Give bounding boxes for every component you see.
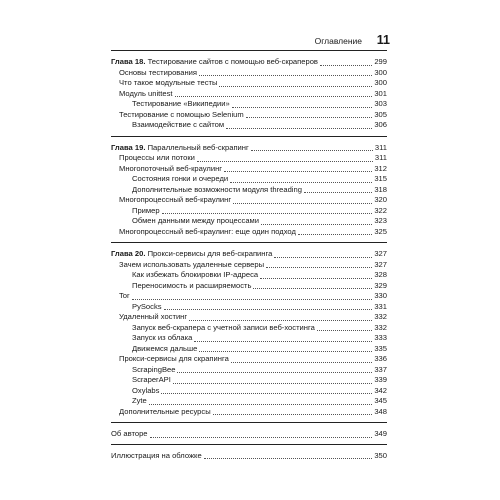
toc-entry-text: Процессы или потоки [119,153,195,162]
toc-entry-title [111,429,148,440]
toc-entry[interactable] [111,451,387,462]
toc-page-number: 303 [374,99,387,108]
toc-page-number: 318 [374,184,387,194]
toc-entry[interactable] [111,354,387,365]
toc-entry[interactable] [111,89,387,100]
toc-entry-text: Удаленный хостинг [119,312,188,321]
dot-leader [213,414,373,415]
toc-entry[interactable] [111,78,387,89]
toc-entry-text: Взаимодействие с сайтом [132,120,225,129]
toc-entry-text: Запуск из облака [132,333,193,342]
toc-entry[interactable] [111,375,387,386]
toc-entry[interactable] [111,333,387,344]
dot-leader [161,393,372,394]
toc-entry-title [111,143,249,154]
toc-page-number: 332 [374,322,387,332]
running-head-title: Оглавление [314,36,362,46]
dot-leader [304,192,372,193]
dot-leader [164,309,373,310]
toc-entry-text: ScrapingBee [132,364,176,374]
toc-entry-text: Многопоточный веб-краулинг [119,163,223,173]
section-divider [111,242,387,243]
toc-entry-title [111,451,202,462]
toc-entry[interactable] [111,227,387,238]
toc-page-number: 330 [374,291,387,300]
toc-page-number: 300 [374,67,387,77]
toc-entry-title [132,375,171,386]
chapter-label: Глава 19. [111,142,146,152]
dot-leader [199,75,372,76]
toc-entry[interactable] [111,120,387,131]
toc-entry-title [119,78,217,89]
toc-entry-text: Как избежать блокировки IP-адреса [132,270,259,279]
dot-leader [197,161,373,162]
toc-page-number: 325 [374,226,387,236]
dot-leader [231,362,373,363]
toc-entry[interactable] [111,195,387,206]
dot-leader [204,458,373,459]
dot-leader [320,65,372,66]
toc-entry[interactable] [111,206,387,217]
toc-entry[interactable] [111,312,387,323]
toc-entry-title [132,120,224,131]
toc-entry-text: Основы тестирования [119,67,198,77]
dot-leader [298,234,372,235]
toc-entry-text: Тестирование сайтов с помощью веб-скраперов [147,57,318,66]
toc-page-number: 327 [374,259,387,269]
toc-entry-text: PySocks [132,301,162,311]
dot-leader [162,213,373,214]
toc-entry-title [111,57,318,68]
toc-entry[interactable] [111,99,387,110]
toc-entry-title [132,281,251,292]
toc-entry[interactable] [111,260,387,271]
toc-entry-text: Зачем использовать удаленные серверы [119,259,265,269]
toc-entry[interactable] [111,174,387,185]
toc-entry-title [132,216,259,227]
toc-entry-title [132,365,175,376]
toc-entry[interactable] [111,396,387,407]
toc-entry-text: Запуск веб-скрапера с учетной записи веб-хостинга [132,322,315,332]
dot-leader [260,278,372,279]
toc-entry-title [119,312,187,323]
toc-entry-title [119,89,173,100]
toc-entry-title [119,68,197,79]
toc-entry[interactable] [111,185,387,196]
toc-entry[interactable] [111,68,387,79]
page-number: 11 [376,33,390,47]
toc-entry-text: Движемся дальше [132,343,198,353]
dot-leader [219,86,372,87]
dot-leader [194,341,372,342]
toc-entry-text: Tor [119,291,130,300]
toc-entry[interactable] [111,429,387,440]
toc-entry[interactable] [111,407,387,418]
dot-leader [251,150,373,151]
toc-page-number: 311 [374,142,387,152]
toc-entry-text: Дополнительные ресурсы [119,406,211,416]
toc-entry-text: Об авторе [111,429,148,438]
toc-page-number: 348 [374,406,387,416]
toc-entry-text: Тестирование с помощью Selenium [119,109,244,119]
toc-page-number: 327 [374,249,387,258]
dot-leader [173,383,372,384]
toc-page-number: 323 [374,216,387,225]
toc-chapter-entry[interactable] [111,57,387,68]
dot-leader [274,257,372,258]
toc-page-number: 337 [374,364,387,374]
table-of-contents [111,57,387,461]
toc-entry-text: Что такое модульные тесты [119,78,218,87]
toc-page-number: 306 [374,120,387,129]
toc-entry-text: Многопроцессный веб-краулинг [119,195,232,204]
toc-entry-title [119,153,195,164]
toc-entry-title [132,396,147,407]
dot-leader [150,437,373,438]
toc-entry-title [111,249,272,260]
toc-page-number: 331 [374,301,387,311]
toc-entry-title [132,344,197,355]
toc-entry-title [132,185,302,196]
dot-leader [230,182,372,183]
toc-entry[interactable] [111,386,387,397]
toc-entry-text: Модуль unittest [119,88,173,98]
toc-entry-text: Прокси-сервисы для веб-скрапинга [147,249,273,258]
dot-leader [189,320,372,321]
section-divider [111,444,387,445]
toc-page-number: 320 [374,195,387,204]
toc-entry-text: ScraperAPI [132,375,171,384]
toc-page-number: 311 [374,153,387,162]
toc-page-number: 350 [374,450,387,460]
toc-entry-text: Обмен данными между процессами [132,216,260,225]
dot-leader [253,288,372,289]
toc-entry-text: Прокси-сервисы для скрапинга [119,354,229,363]
dot-leader [233,203,372,204]
dot-leader [175,96,373,97]
toc-entry-title [132,99,230,110]
dot-leader [232,107,373,108]
toc-entry-title [119,354,229,365]
toc-entry-title [132,206,160,217]
toc-entry-text: Переносимость и расширяемость [132,280,252,290]
toc-page-number: 336 [374,354,387,363]
toc-entry-title [132,323,315,334]
toc-entry-title [132,270,258,281]
dot-leader [177,372,372,373]
toc-entry-text: Дополнительные возможности модуля threading [132,184,302,194]
dot-leader [317,330,373,331]
toc-page-number: 342 [374,385,387,395]
toc-entry[interactable] [111,270,387,281]
toc-page-number: 328 [374,270,387,279]
toc-entry-text: Тестирование «Википедии» [132,99,230,108]
dot-leader [266,267,372,268]
toc-entry[interactable] [111,291,387,302]
toc-entry[interactable] [111,323,387,334]
toc-entry-title [132,386,159,397]
dot-leader [226,128,372,129]
toc-entry-text: Иллюстрация на обложке [111,450,202,460]
toc-entry-title [132,333,192,344]
toc-entry[interactable] [111,344,387,355]
toc-page-number: 301 [374,88,387,98]
dot-leader [224,171,372,172]
toc-entry-text: Oxylabs [132,385,160,395]
dot-leader [149,404,373,405]
toc-chapter-entry[interactable] [111,143,387,154]
toc-entry[interactable] [111,110,387,121]
toc-entry-title [119,110,244,121]
toc-page-number: 305 [374,109,387,119]
toc-entry-text: Параллельный веб-скрапинг [147,142,249,152]
chapter-label: Глава 18. [111,57,146,66]
section-divider [111,422,387,423]
toc-page-number: 349 [374,429,387,438]
toc-entry-text: Состояния гонки и очереди [132,174,229,183]
toc-entry[interactable] [111,302,387,313]
dot-leader [199,351,372,352]
toc-entry-title [132,302,162,313]
running-head [80,33,390,47]
toc-entry[interactable] [111,365,387,376]
toc-entry-text: Пример [132,205,160,215]
toc-page-number: 315 [374,174,387,183]
toc-page-number: 300 [374,78,387,87]
chapter-label: Глава 20. [111,249,146,258]
toc-entry[interactable] [111,153,387,164]
toc-page-number: 339 [374,375,387,384]
toc-page-number: 312 [374,163,387,173]
toc-entry[interactable] [111,216,387,227]
toc-entry-title [119,164,222,175]
toc-entry[interactable] [111,281,387,292]
toc-entry-title [119,195,231,206]
toc-entry-title [132,174,228,185]
dot-leader [261,224,372,225]
toc-entry-text: Многопроцессный веб-краулинг: еще один подход [119,226,296,236]
toc-chapter-entry[interactable] [111,249,387,260]
toc-page-number: 345 [374,396,387,405]
toc-entry[interactable] [111,164,387,175]
toc-entry-title [119,291,130,302]
toc-page-number: 329 [374,280,387,290]
header-rule [111,50,387,51]
section-divider [111,136,387,137]
toc-entry-text: Zyte [132,396,147,405]
toc-page-number: 299 [374,57,387,66]
toc-entry-title [119,407,211,418]
toc-page-number: 332 [374,312,387,321]
dot-leader [246,117,373,118]
toc-page-number: 322 [374,205,387,215]
toc-page-number: 333 [374,333,387,342]
toc-page-number: 335 [374,343,387,353]
toc-entry-title [119,260,264,271]
dot-leader [132,299,373,300]
toc-entry-title [119,227,296,238]
